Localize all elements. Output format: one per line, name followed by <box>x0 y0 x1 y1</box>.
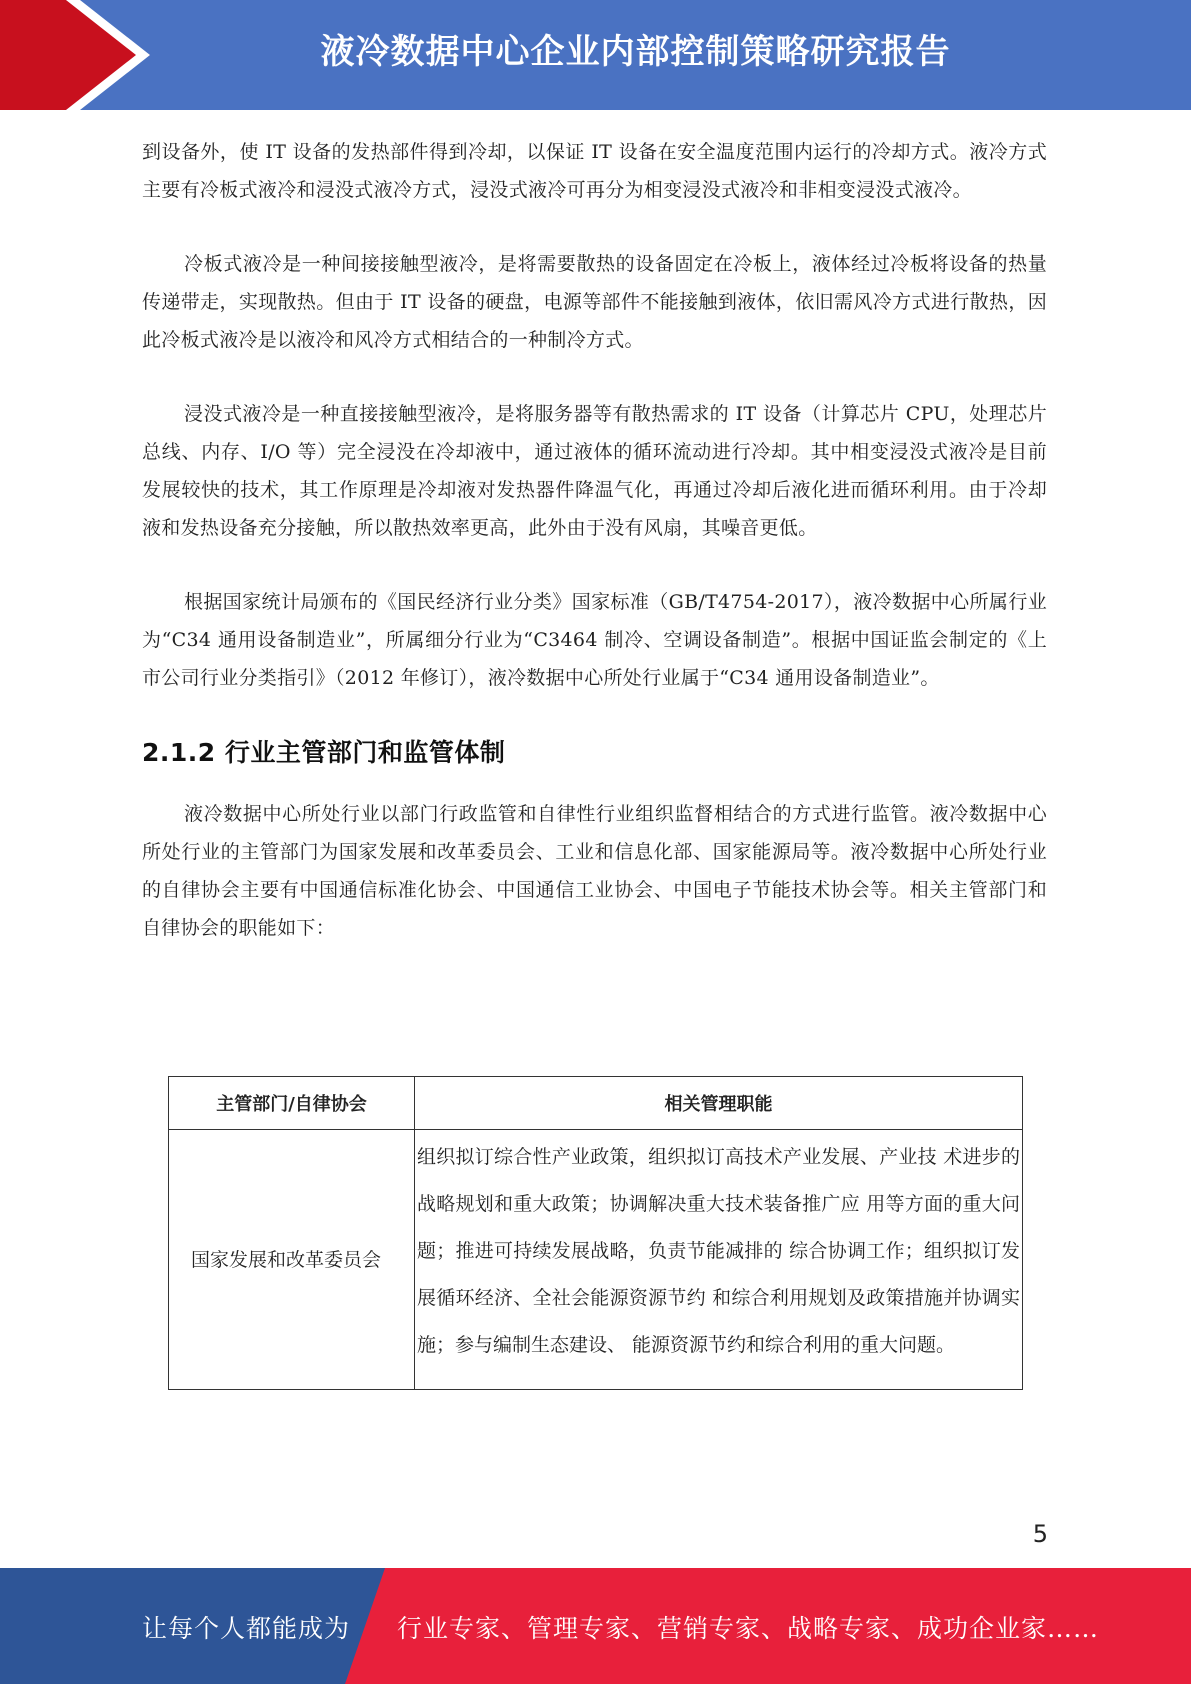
footer-band <box>0 1568 1191 1684</box>
header-band <box>0 0 1191 110</box>
table-cell-duties: 组织拟订综合性产业政策，组织拟订高技术产业发展、产业技 术进步的战略规划和重大政策；协调解决重大技术装备推广应 用等方面的重大问题；推进可持续发展战略，负责节能减排的 综合协调工作；组织拟订发展循环经济、全社会能源资源节约 和综合利用规划及政策措施并协调实施；参与编制生态建设、 能源资源节约和综合利用的重大问题。 <box>415 1130 1023 1390</box>
body-paragraph-3: 浸没式液冷是一种直接接触型液冷，是将服务器等有散热需求的 IT 设备（计算芯片 CPU，处理芯片总线、内存、I/O 等）完全浸没在冷却液中，通过液体的循环流动进行冷却。其中相变浸没式液冷是目前发展较快的技术，其工作原理是冷却液对发热器件降温气化，再通过冷却后液化进而循环利用。由于冷却液和发热设备充分接触，所以散热效率更高，此外由于没有风扇，其噪音更低。 <box>142 403 1047 539</box>
table-header-department: 主管部门/自律协会 <box>169 1077 415 1130</box>
duties-table <box>168 1076 1023 1390</box>
report-title: 液冷数据中心企业内部控制策略研究报告 <box>320 32 951 72</box>
footer-slogan-right: 行业专家、管理专家、营销专家、战略专家、成功企业家…… <box>397 1614 1100 1643</box>
body-paragraph-1: 到设备外，使 IT 设备的发热部件得到冷却，以保证 IT 设备在安全温度范围内运行的冷却方式。液冷方式主要有冷板式液冷和浸没式液冷方式，浸没式液冷可再分为相变浸没式液冷和非相变浸没式液冷。 <box>142 141 1047 201</box>
header-chevron-decoration <box>0 0 150 110</box>
section-heading: 2.1.2 行业主管部门和监管体制 <box>142 738 506 767</box>
table-row <box>169 1130 1023 1390</box>
footer-slogan-left: 让每个人都能成为 <box>142 1614 351 1643</box>
table-header-duties: 相关管理职能 <box>415 1077 1023 1130</box>
table-cell-department: 国家发展和改革委员会 <box>169 1130 415 1390</box>
body-paragraph-2: 冷板式液冷是一种间接接触型液冷，是将需要散热的设备固定在冷板上，液体经过冷板将设备的热量传递带走，实现散热。但由于 IT 设备的硬盘，电源等部件不能接触到液体，依旧需风冷方式进行散热，因此冷板式液冷是以液冷和风冷方式相结合的一种制冷方式。 <box>142 253 1047 351</box>
section-paragraph: 液冷数据中心所处行业以部门行政监管和自律性行业组织监督相结合的方式进行监管。液冷数据中心所处行业的主管部门为国家发展和改革委员会、工业和信息化部、国家能源局等。液冷数据中心所处行业的自律协会主要有中国通信标准化协会、中国通信工业协会、中国电子节能技术协会等。相关主管部门和自律协会的职能如下： <box>142 803 1047 939</box>
document-body <box>142 133 1047 983</box>
duties-table-container <box>168 1076 1023 1409</box>
chevron-red-shape <box>0 0 150 110</box>
body-paragraph-4: 根据国家统计局颁布的《国民经济行业分类》国家标准（GB/T4754-2017），液冷数据中心所属行业为“C34 通用设备制造业”，所属细分行业为“C3464 制冷、空调设备制造”。根据中国证监会制定的《上市公司行业分类指引》（2012 年修订），液冷数据中心所处行业属于“C34 通用设备制造业”。 <box>142 591 1047 689</box>
table-header-row <box>169 1077 1023 1130</box>
page-number: 5 <box>1032 1520 1048 1548</box>
